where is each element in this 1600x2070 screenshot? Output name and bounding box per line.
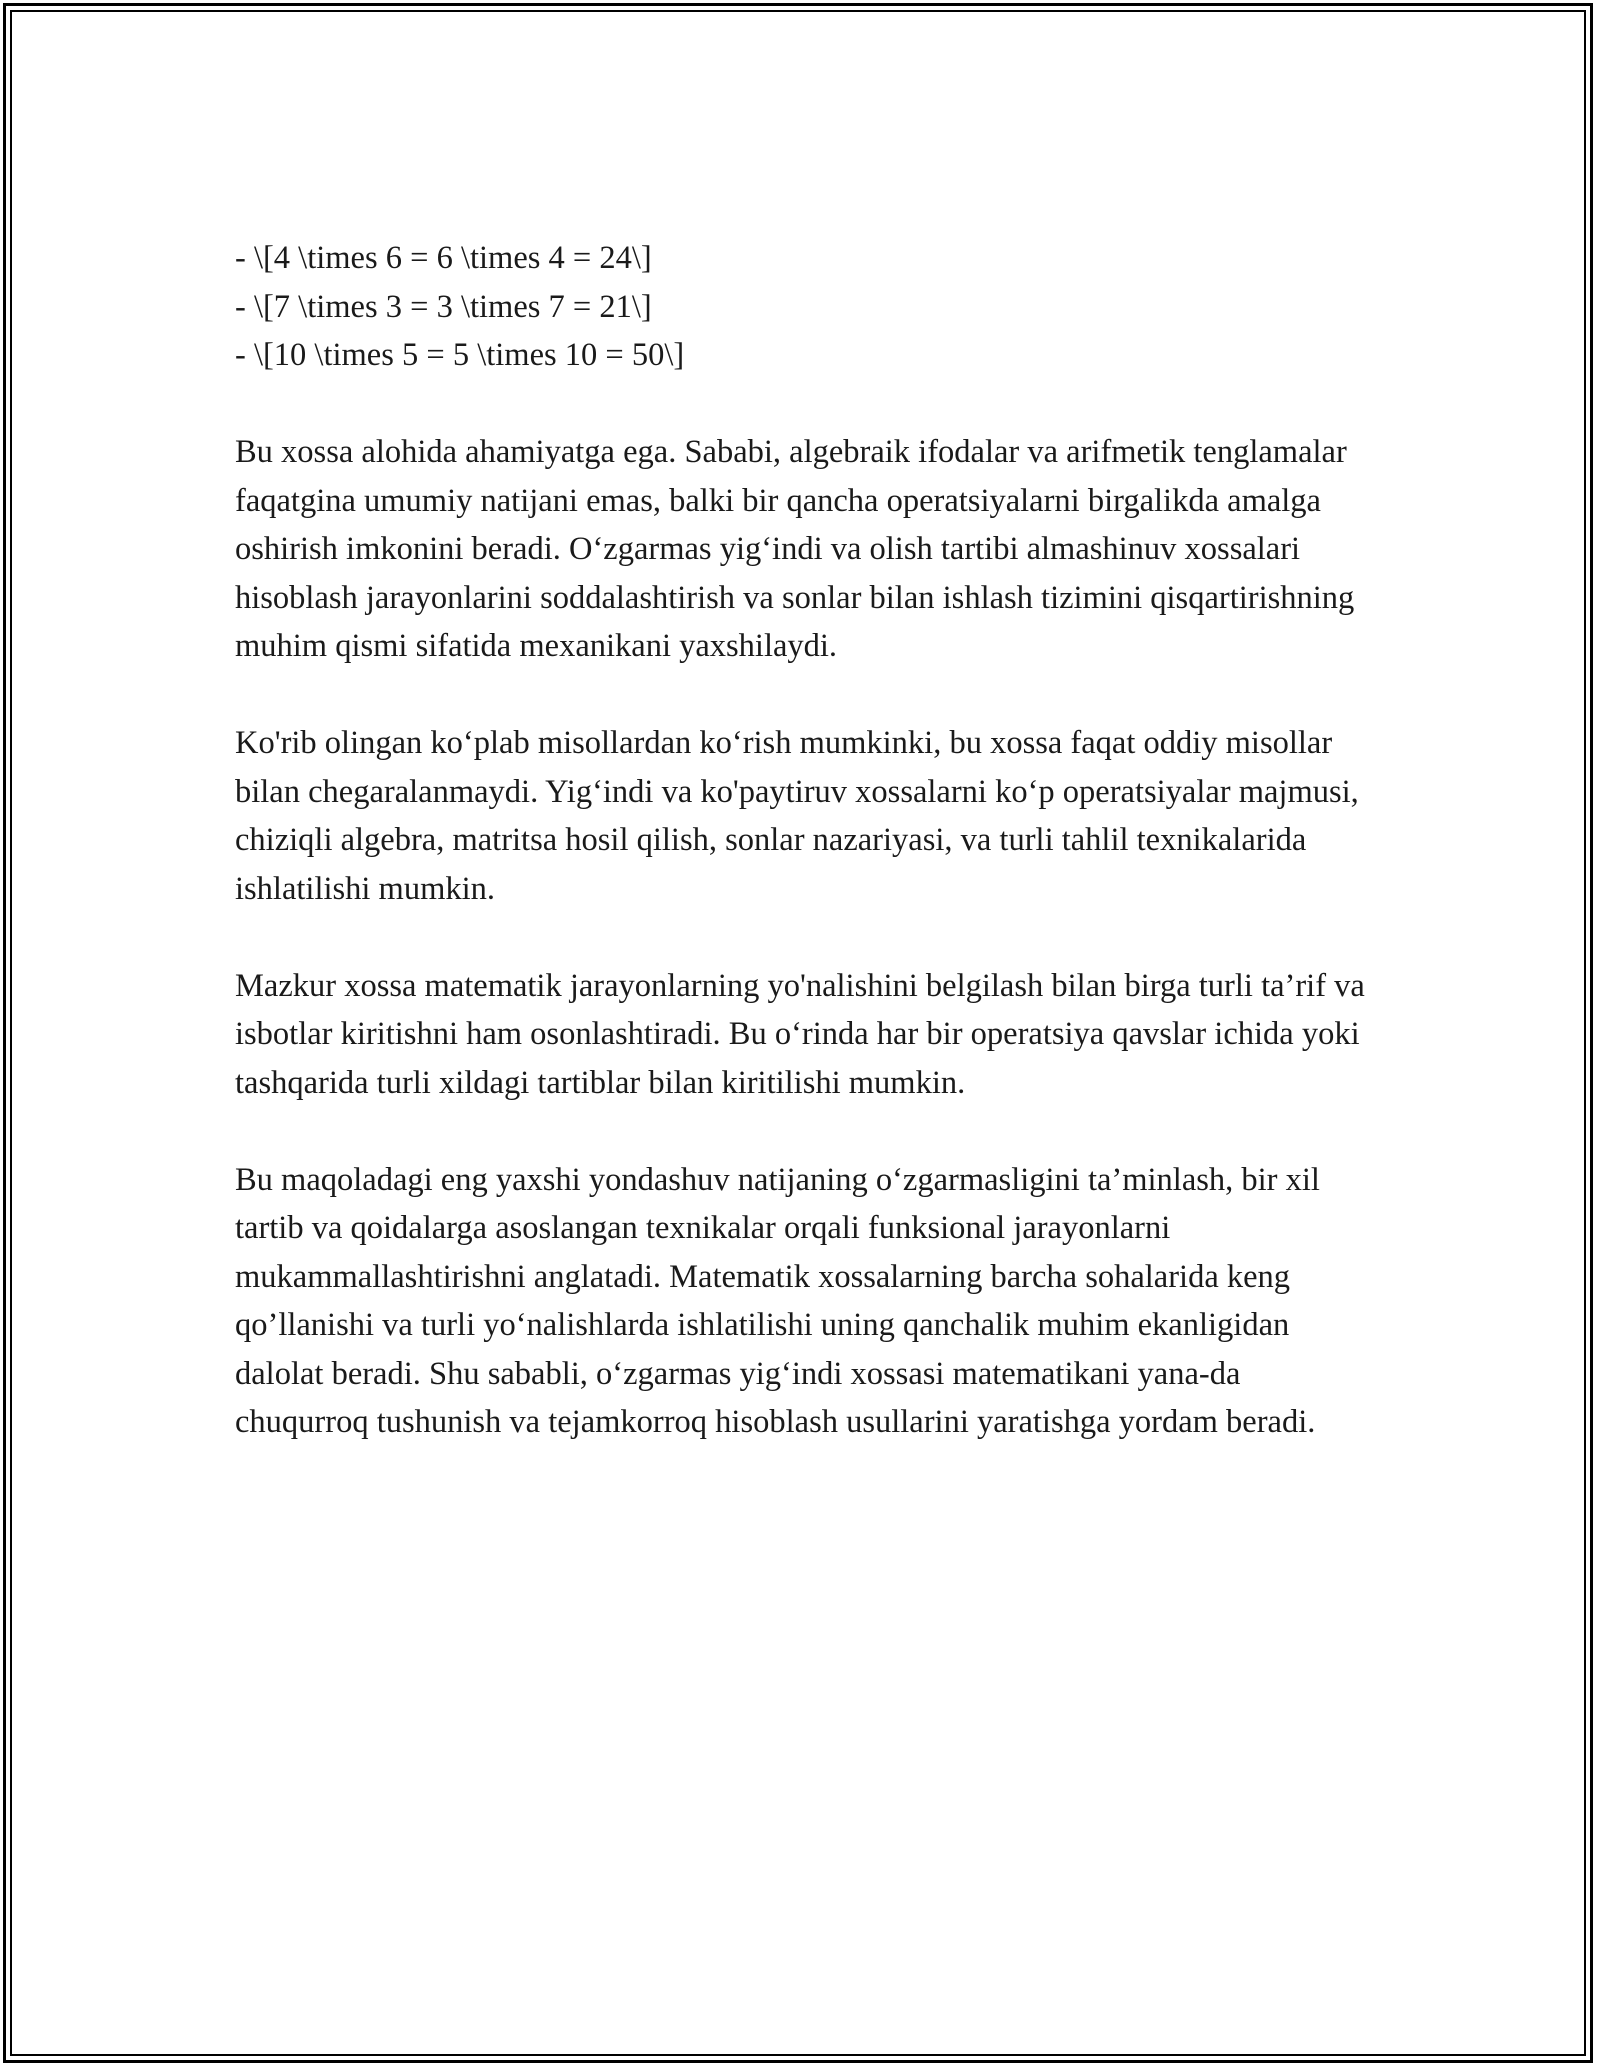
paragraph: Ko'rib olingan ko‘plab misollardan ko‘rish mumkinki, bu xossa faqat oddiy misollar bilan chegaralanmaydi. Yig‘indi va ko'paytiruv xossalarni ko‘p operatsiyalar majmusi, chiziqli algebra, matritsa hosil qilish, sonlar nazariyasi, va turli tahlil texnikalarida ishlatilishi mumkin. [235,725,1359,907]
formula-line: - \[10 \times 5 = 5 \times 10 = 50\] [235,337,685,373]
formula-line: - \[7 \times 3 = 3 \times 7 = 21\] [235,288,652,325]
paragraph: Bu xossa alohida ahamiyatga ega. Sababi, algebraik ifodalar va arifmetik tenglamalar faqatgina umumiy natijani emas, balki bir qancha operatsiyalarni birgalikda amalga oshirish imkonini beradi. O‘zgarmas yig‘indi va olish tartibi almashinuv xossalari hisoblash jarayonlarini soddalashtirish va sonlar bilan ishlash tizimini qisqartirishning muhim qismi sifatida mexanikani yaxshilaydi. [235,434,1355,664]
document-body [235,234,1380,1447]
formula-list [235,234,1380,380]
paragraph: Bu maqoladagi eng yaxshi yondashuv natijaning o‘zgarmasligini ta’minlash, bir xil tartib va qoidalarga asoslangan texnikalar orqali funksional jarayonlarni mukammallashtirishni anglatadi. Matematik xossalarning barcha sohalarida keng qo’llanishi va turli yo‘nalishlarda ishlatilishi uning qanchalik muhim ekanligidan dalolat beradi. Shu sababli, o‘zgarmas yig‘indi xossasi matematikani yana-da chuqurroq tushunish va tejamkorroq hisoblash usullarini yaratishga yordam beradi. [235,1161,1320,1440]
paragraph: Mazkur xossa matematik jarayonlarning yo'nalishini belgilash bilan birga turli ta’rif va isbotlar kiritishni ham osonlashtiradi. Bu o‘rinda har bir operatsiya qavslar ichida yoki tashqarida turli xildagi tartiblar bilan kiritilishi mumkin. [235,967,1365,1101]
formula-line: - \[4 \times 6 = 6 \times 4 = 24\] [235,240,652,276]
